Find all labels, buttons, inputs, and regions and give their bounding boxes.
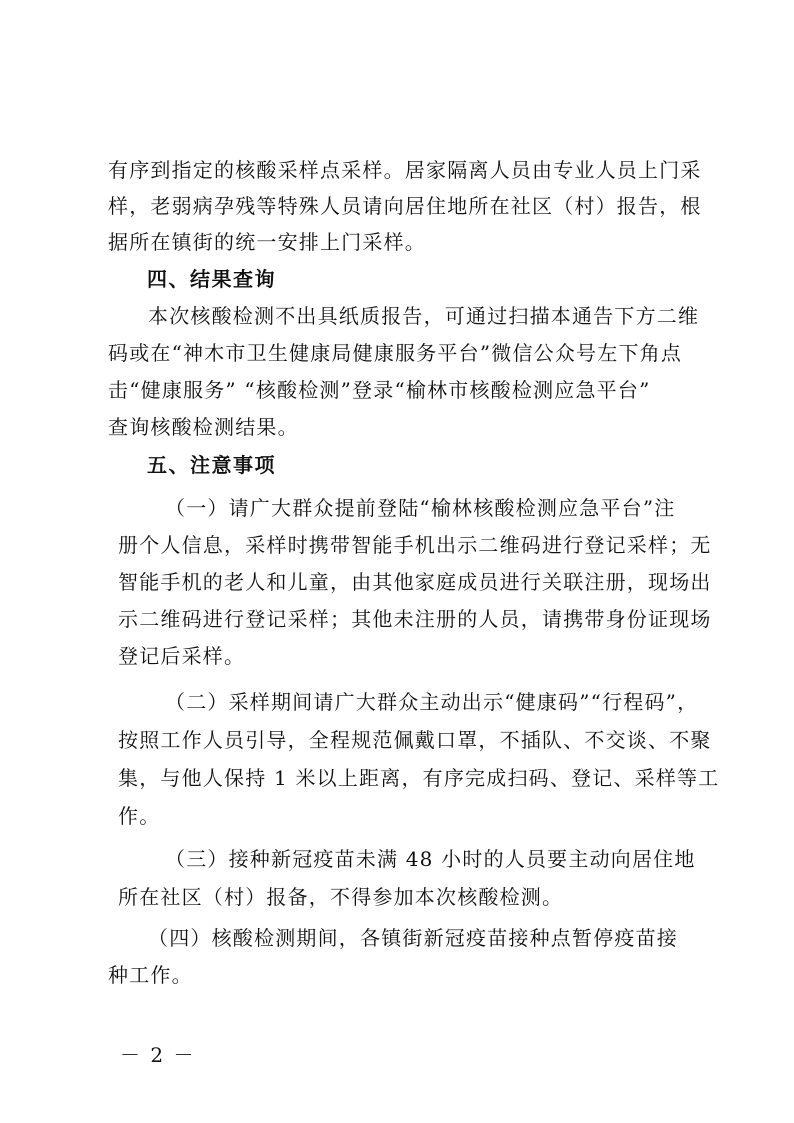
body-line: 据所在镇街的统一安排上门采样。 (108, 230, 426, 254)
body-line: （三）接种新冠疫苗未满 48 小时的人员要主动向居住地 (165, 847, 696, 871)
body-line: （二）采样期间请广大群众主动出示“健康码”“行程码”， (165, 690, 699, 714)
body-line: （四）核酸检测期间，各镇街新冠疫苗接种点暂停疫苗接 (148, 926, 678, 950)
body-line: 有序到指定的核酸采样点采样。居家隔离人员由专业人员上门采 (108, 158, 702, 182)
body-line: 击“健康服务” “核酸检测”登录“榆林市核酸检测应急平台” (108, 378, 651, 402)
body-line: 按照工作人员引导，全程规范佩戴口罩，不插队、不交谈、不聚 (118, 728, 712, 752)
page-number: － 2 － (120, 1043, 196, 1067)
body-line: 查询核酸检测结果。 (108, 415, 299, 439)
body-line: 样，老弱病孕残等特殊人员请向居住地所在社区（村）报告，根 (108, 194, 702, 218)
body-line: 作。 (118, 804, 161, 828)
section-heading-notes: 五、注意事项 (147, 453, 276, 477)
body-line: 码或在“神木市卫生健康局健康服务平台”微信公众号左下角点 (108, 341, 683, 365)
body-line: 登记后采样。 (118, 644, 246, 668)
body-line: （一）请广大群众提前登陆“榆林核酸检测应急平台”注 (165, 496, 676, 520)
section-heading-results: 四、结果查询 (147, 267, 276, 291)
body-line: 所在社区（村）报备，不得参加本次核酸检测。 (118, 885, 564, 909)
body-line: 智能手机的老人和儿童，由其他家庭成员进行关联注册，现场出 (118, 570, 712, 594)
body-line: 种工作。 (108, 963, 193, 987)
body-line: 本次核酸检测不出具纸质报告，可通过扫描本通告下方二维 (148, 304, 700, 328)
body-line: 示二维码进行登记采样；其他未注册的人员，请携带身份证现场 (118, 607, 712, 631)
body-line: 集，与他人保持 1 米以上距离，有序完成扫码、登记、采样等工 (118, 766, 720, 790)
body-line: 册个人信息，采样时携带智能手机出示二维码进行登记采样；无 (118, 533, 712, 557)
